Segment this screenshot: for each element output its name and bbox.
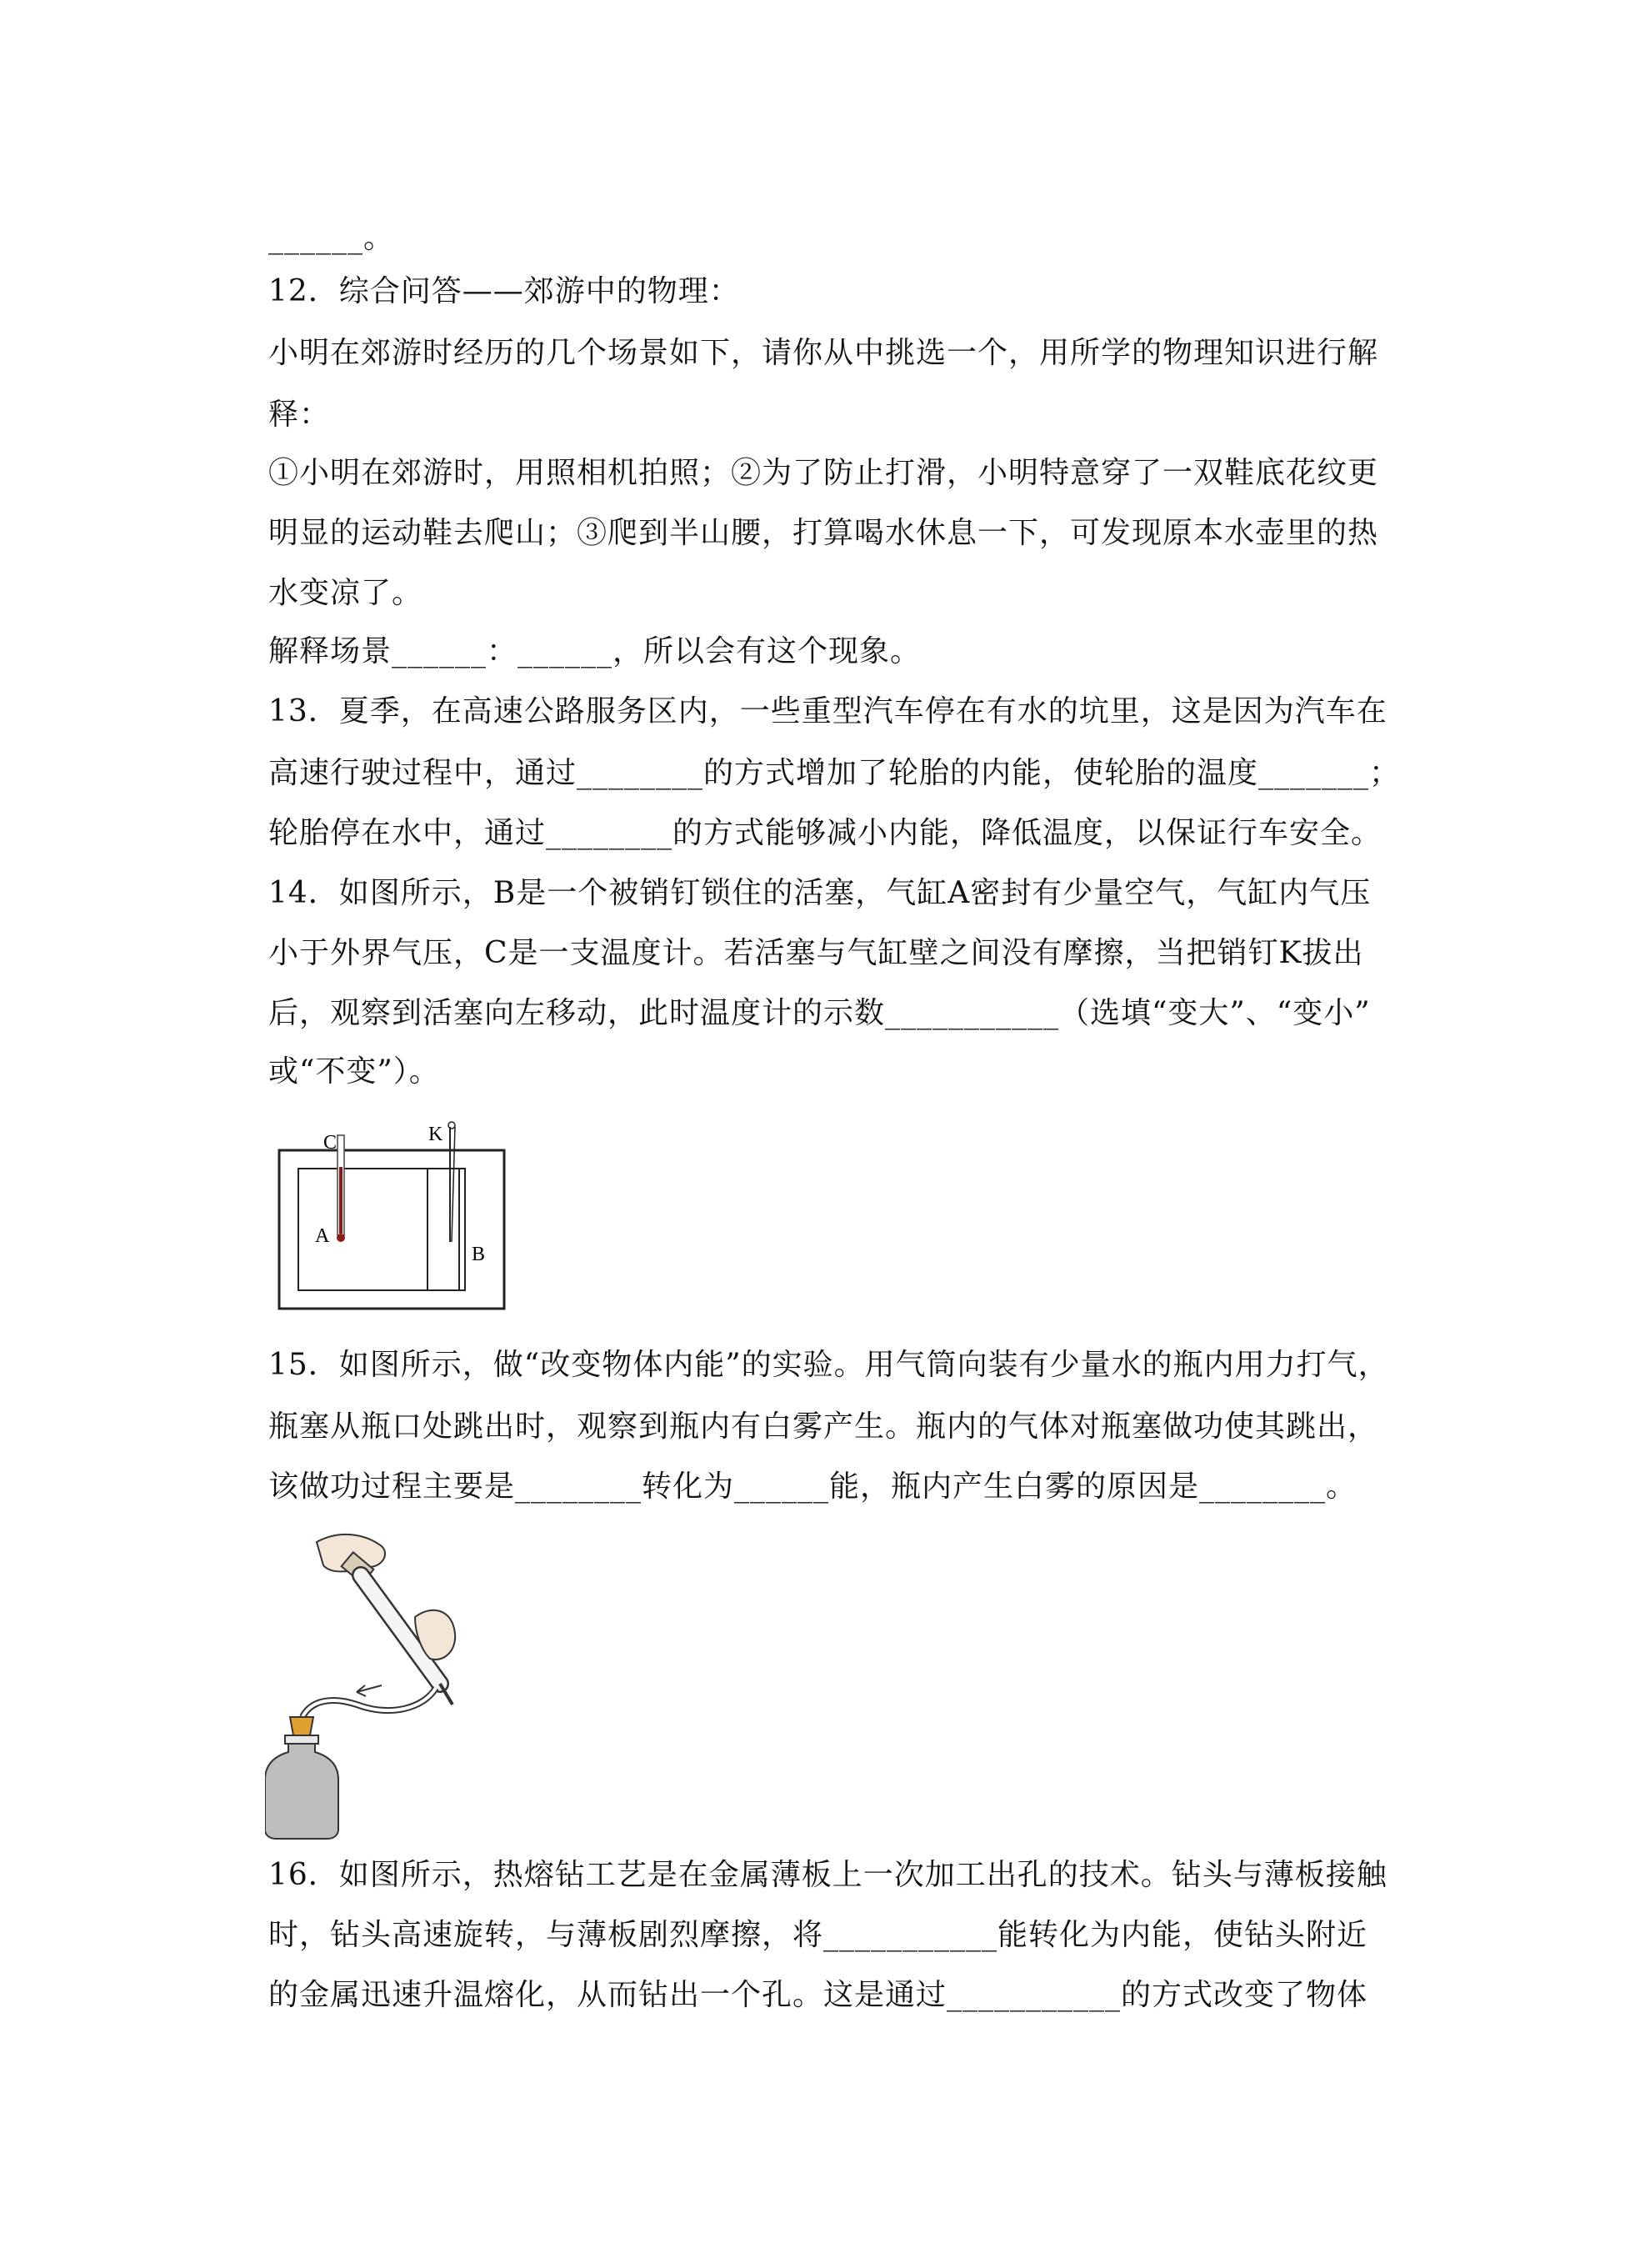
question-15: 15．如图所示，做“改变物体内能”的实验。用气筒向装有少量水的瓶内用力打气， [268, 1348, 1389, 1382]
pump-bottle-figure [265, 1525, 473, 1842]
text-line: 瓶塞从瓶口处跳出时，观察到瓶内有白雾产生。瓶内的气体对瓶塞做功使其跳出， [268, 1409, 1379, 1444]
text-line: 或“不变”）。 [268, 1054, 440, 1089]
label-c: C [323, 1132, 338, 1154]
question-12-title: 12．综合问答——郊游中的物理： [268, 274, 740, 308]
label-a: A [315, 1225, 330, 1247]
question-16: 16．如图所示，热熔钻工艺是在金属薄板上一次加工出孔的技术。钻头与薄板接触 [268, 1858, 1388, 1892]
thermometer-bulb [337, 1234, 345, 1242]
question-14: 14．如图所示，B是一个被销钉锁住的活塞，气缸A密封有少量空气，气缸内气压 [268, 876, 1372, 910]
pin-k-head [448, 1122, 455, 1129]
text-line: 的金属迅速升温熔化，从而钻出一个孔。这是通过___________的方式改变了物体 [268, 1978, 1368, 2012]
bottle [265, 1740, 338, 1839]
question-13: 13．夏季，在高速公路服务区内，一些重型汽车停在有水的坑里，这是因为汽车在 [268, 694, 1388, 728]
text-line: 小明在郊游时经历的几个场景如下，请你从中挑选一个，用所学的物理知识进行解 [268, 336, 1379, 370]
cylinder-piston-figure [275, 1117, 508, 1317]
label-b: B [472, 1244, 486, 1265]
text-line: 后，观察到活塞向左移动，此时温度计的示数___________（选填“变大”、“变小” [268, 996, 1371, 1030]
text-line: ______。 [268, 221, 395, 255]
cylinder-outer [279, 1150, 504, 1309]
text-line: 释： [268, 398, 331, 432]
text-line: 水变凉了。 [268, 576, 423, 610]
text-line: 解释场景______：______，所以会有这个现象。 [268, 634, 922, 668]
text-line: 时，钻头高速旋转，与薄板剧烈摩擦，将___________能转化为内能，使钻头附近 [268, 1918, 1368, 1952]
text-line: 轮胎停在水中，通过________的方式能够减小内能，降低温度，以保证行车安全。 [268, 816, 1382, 850]
text-line: 高速行驶过程中，通过________的方式增加了轮胎的内能，使轮胎的温度_______； [268, 756, 1401, 790]
thermometer-liquid [339, 1167, 342, 1234]
text-line: 该做功过程主要是________转化为______能，瓶内产生白雾的原因是________。 [268, 1469, 1358, 1504]
text-line: ①小明在郊游时，用照相机拍照；②为了防止打滑，小明特意穿了一双鞋底花纹更 [268, 456, 1379, 490]
piston-b [428, 1169, 459, 1290]
label-k: K [428, 1124, 443, 1145]
text-line: 小于外界气压，C是一支温度计。若活塞与气缸壁之间没有摩擦，当把销钉K拔出 [268, 936, 1364, 970]
bottle-stopper [290, 1717, 313, 1735]
bottle-neck [285, 1735, 318, 1744]
text-line: 明显的运动鞋去爬山；③爬到半山腰，打算喝水休息一下，可发现原本水壶里的热 [268, 516, 1379, 550]
